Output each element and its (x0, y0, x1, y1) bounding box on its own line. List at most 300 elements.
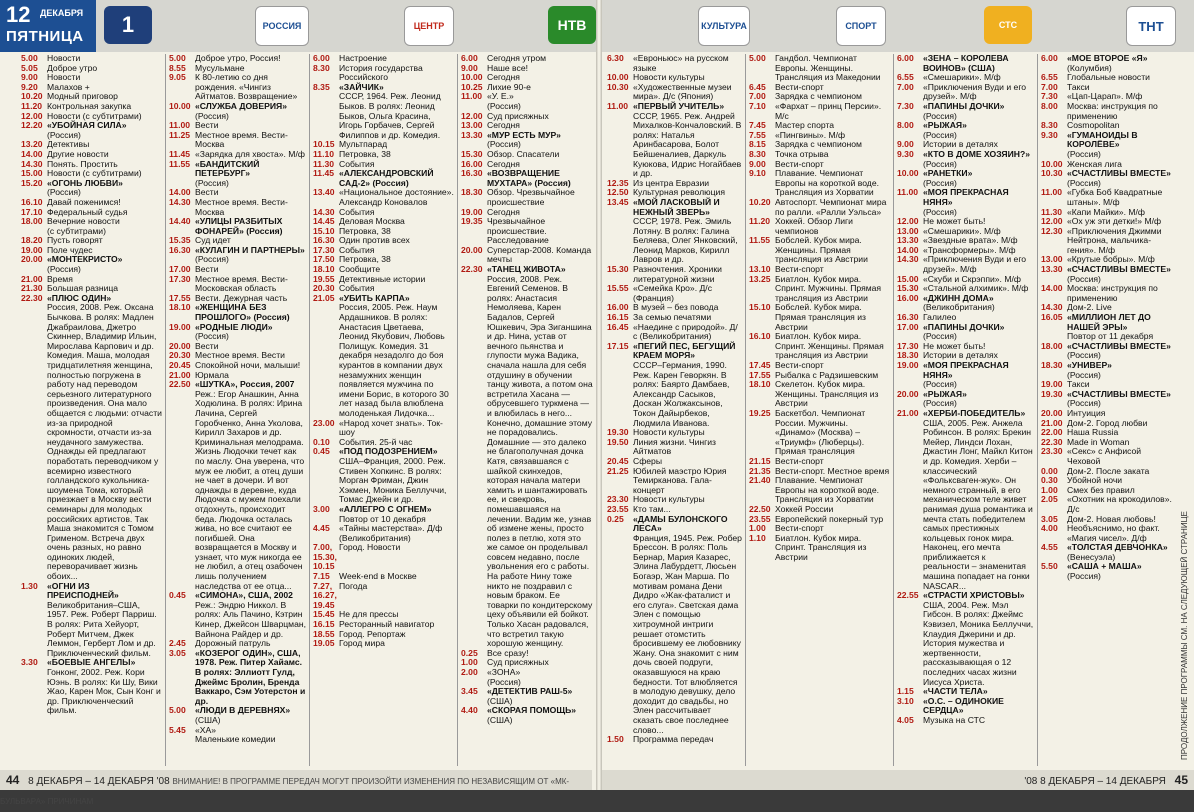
entry-time: 19.00 (461, 206, 483, 217)
entry-title: Время (47, 273, 73, 284)
entry-title: «ЗЕНА – КОРОЛЕВА ВОИНОВ» (США) (923, 54, 1009, 73)
entry-title: (Россия) (1067, 350, 1101, 361)
entry-title: «Цап-Царап». М/ф (1067, 91, 1143, 102)
entry-time: 13.00 (461, 120, 483, 131)
entry-time: 22.00 (1041, 427, 1063, 438)
entry-title: Наше все! (487, 62, 528, 73)
schedule-entry (313, 150, 454, 160)
schedule-entry (749, 303, 890, 332)
entry-time: 19.35 (461, 216, 483, 227)
entry-time: 23.55 (607, 503, 629, 514)
entry-title: Культурная революция (633, 187, 725, 198)
left-header (0, 0, 596, 52)
entry-time: 15.30 (897, 283, 919, 294)
entry-title: (Россия) (195, 331, 229, 342)
channel-1-logo: 1 (104, 6, 152, 44)
entry-time: 9.05 (169, 72, 186, 83)
entry-title: «Губка Боб Квадратные штаны». М/ф (1067, 187, 1163, 207)
entry-time: 14.30 (313, 206, 335, 217)
entry-title: Баскетбол. Чемпионат России. Мужчины. «Динамо» (Москва) – «Триумф» (Люберцы). Прямая трансляция (775, 407, 866, 457)
entry-time: 14.30 (897, 254, 919, 265)
schedule-entry (461, 169, 593, 188)
entry-time: 15.30 (461, 148, 483, 159)
entry-time: 11.30 (313, 158, 335, 169)
schedule-entry (461, 706, 593, 716)
entry-title: «ДЕТЕКТИВ РАШ-5» (487, 686, 573, 697)
entry-title: Новости (47, 54, 81, 63)
entry-title: «Скуби и Скрэппи». М/ф (923, 273, 1021, 284)
channel-russia-logo: РОССИЯ (255, 6, 309, 46)
schedule-entry (21, 303, 162, 581)
entry-title: «СКОРАЯ ПОМОЩЬ» (487, 705, 577, 716)
entry-title: Обзор. Спасатели (487, 148, 560, 159)
entry-title: «ПАПИНЫ ДОЧКИ» (923, 100, 1005, 111)
entry-title: (Венесуэла) (1067, 551, 1116, 562)
entry-title: Мультпарад (339, 139, 388, 150)
entry-time: 7.00 (897, 81, 914, 92)
schedule-entry (607, 284, 742, 303)
entry-time: 16.15 (313, 619, 335, 630)
entry-time: 0.45 (169, 590, 186, 601)
entry-title: «ШУТКА», Россия, 2007 (195, 379, 295, 390)
entry-time: 14.00 (897, 244, 919, 255)
entry-title: Из центра Евразии (633, 177, 710, 188)
schedule-entry (461, 131, 593, 141)
schedule-entry (607, 342, 742, 361)
entry-title: Женская лига (1067, 158, 1122, 169)
entry-time: 4.05 (897, 714, 914, 725)
entry-title: «УБОЙНАЯ СИЛА» (47, 120, 127, 131)
entry-title: Лихие 90-е (487, 81, 531, 92)
entry-title: (Россия) (1067, 369, 1101, 380)
entry-title: «КУЛАГИН И ПАРТНЕРЫ» (195, 244, 305, 255)
entry-title: «Охотник на крокодилов». Д/с (1067, 494, 1172, 514)
entry-title: Суд присяжных (487, 110, 549, 121)
schedule-entry (1041, 495, 1175, 514)
footer-dates-right: 8 ДЕКАБРЯ – 14 ДЕКАБРЯ (1040, 776, 1166, 787)
entry-time: 14.30 (1041, 302, 1063, 313)
entry-time: 12.35 (607, 177, 629, 188)
entry-title: Рыбалка с Радзишевским (775, 369, 879, 380)
entry-time: 9.00 (21, 72, 38, 83)
entry-time: 9.00 (897, 139, 914, 150)
left-footer (0, 770, 592, 806)
entry-title: «Пингвины». М/ф (775, 129, 846, 140)
schedule-entry (21, 73, 162, 83)
entry-title: «МОЙ ЛАСКОВЫЙ И НЕЖНЫЙ ЗВЕРЬ» (633, 196, 720, 217)
entry-title: Доброе утро (47, 62, 98, 73)
entry-time: 20.45 (607, 455, 629, 466)
entry-title: Убойной ночи (1067, 475, 1123, 486)
entry-title: «У. Е.» (487, 91, 514, 102)
entry-title: (Колумбия) (1067, 62, 1112, 73)
entry-time: 10.30 (1041, 168, 1063, 179)
entry-time (607, 217, 633, 265)
schedule-entry (461, 687, 593, 697)
entry-time: 21.30 (21, 283, 43, 294)
entry-time: 16.00 (897, 292, 919, 303)
entry-time: 18.00 (21, 216, 43, 227)
entry-title: «БОЕВЫЕ АНГЕЛЫ» (47, 657, 136, 668)
entry-time: 14.40 (169, 216, 191, 227)
entry-time: 11.00 (461, 91, 483, 102)
entry-title: Дорожный патруль (195, 638, 271, 649)
schedule-entry (1041, 227, 1175, 256)
entry-title: (Россия) (47, 264, 81, 275)
entry-title: Петровка, 38 (339, 225, 391, 236)
schedule-entry (897, 390, 1034, 400)
schedule-entry (461, 658, 593, 668)
entry-title: «ТАНЕЦ ЖИВОТА» (487, 264, 566, 275)
continuation-note: ПРОДОЛЖЕНИЕ ПРОГРАММЫ СМ. НА СЛЕДУЮЩЕЙ СТРАНИЦЕ (1180, 511, 1189, 760)
right-header (602, 0, 1194, 52)
schedule-entry (749, 380, 890, 409)
entry-time (21, 303, 47, 581)
entry-time: 10.00 (1041, 158, 1063, 169)
entry-title: «ДЖИНН ДОМА» (923, 292, 994, 303)
entry-time: 13.25 (749, 273, 771, 284)
entry-title: «РЫЖАЯ» (923, 120, 967, 131)
entry-time: 6.00 (461, 54, 478, 63)
entry-time: 16.45 (607, 321, 629, 332)
entry-time: 18.10 (169, 302, 191, 313)
footer-year-right: '08 (1024, 776, 1038, 787)
entry-title: К 80-летию со дня рождения. «Чингиз Айтматов. Возвращение» (195, 72, 298, 102)
entry-title: Все сразу! (487, 647, 529, 658)
entry-title: Хоккей России (775, 503, 834, 514)
entry-title: «КОЗЕРОГ ОДИН», США, 1978. Реж. Питер Хайамс. В ролях: Эллиотт Гулд, Джеймс Бролин, Бренда Ваккаро, Сэм Уотерстон и др. (195, 647, 306, 706)
schedule-column-8 (1038, 54, 1178, 766)
schedule-entry (1041, 572, 1175, 582)
entry-title: «СЧАСТЛИВЫ ВМЕСТЕ» (1067, 264, 1171, 275)
entry-title: Новости (с субтитрами) (47, 110, 142, 121)
entry-time: 21.40 (749, 475, 771, 486)
entry-time: 3.10 (897, 695, 914, 706)
entry-title: Новости культуры (633, 427, 705, 438)
entry-title: Вести-спорт (775, 81, 824, 92)
schedule-entry (607, 534, 742, 735)
entry-time: 7.55 (749, 129, 766, 140)
schedule-column-6 (746, 54, 894, 766)
entry-title: Дом-2. Live (1067, 302, 1112, 313)
entry-title: Разночтения. Хроники литературной жизни (633, 264, 722, 284)
entry-time: 11.55 (169, 158, 191, 169)
entry-time (21, 668, 47, 716)
entry-title: Гонконг, 2002. Реж. Кори Юэнь. В ролях: Ки Шу, Вики Жао, Карен Мок, Сын Конг и др. Приключенческий фильм. (47, 667, 161, 716)
schedule-entry (607, 361, 742, 428)
entry-time: 17.50 (313, 254, 335, 265)
entry-title: США, 2004. Реж. Мэл Гибсон. В ролях: Джеймс Кэвизел, Моника Беллуччи, Клаудия Джерини и др. История мужества и жертвенности, рассказывающая о 12 последних часах жизни Иисуса Христа. (923, 599, 1034, 687)
entry-time: 8.15 (749, 139, 766, 150)
entry-time: 16.30 (169, 244, 191, 255)
entry-title: «Приключения Джимми Нейтрона, мальчика-гения». М/ф (1067, 225, 1162, 255)
entry-title: «ПОД ПОДОЗРЕНИЕМ» (339, 446, 438, 457)
date-box (0, 0, 96, 52)
schedule-entry (21, 582, 162, 601)
entry-time: 17.15 (607, 340, 629, 351)
entry-title: «РЫЖАЯ» (923, 388, 967, 399)
right-footer (602, 770, 1194, 790)
entry-title: Бобслей. Кубок мира. Женщины. Прямая трансляция из Австрии (775, 235, 868, 265)
entry-title: (Россия) (47, 187, 81, 198)
schedule-entry (607, 515, 742, 534)
entry-title: Контрольная закупка (47, 100, 132, 111)
entry-title: Хоккей. Обзор Лиги чемпионов (775, 216, 853, 236)
entry-title: Один против всех (339, 235, 410, 246)
entry-title: Повтор от 11 декабря (1067, 331, 1154, 342)
entry-time: 9.00 (461, 62, 478, 73)
entry-time: 10.20 (21, 91, 43, 102)
entry-time: 7.00, 15.30, 10.15 (313, 542, 337, 572)
entry-title: «АЛЕКСАНДРОВСКИЙ САД-2» (Россия) (339, 168, 434, 188)
entry-time: 21.00 (897, 407, 919, 418)
schedule-entry (1041, 169, 1175, 179)
entry-time: 16.30 (897, 312, 919, 323)
entry-time: 7.30 (1041, 91, 1058, 102)
date-month: ДЕКАБРЯ (40, 8, 84, 18)
entry-title: СССР, 1978. Реж. Эмиль Лотяну. В ролях: Галина Беляева, Олег Янковский, Леонид Марков, Кирилл Лавров и др. (633, 216, 738, 265)
entry-title: «ВОЗВРАЩЕНИЕ МУХТАРА» (Россия) (487, 168, 571, 188)
entry-time: 18.30 (897, 350, 919, 361)
entry-title: Большая разница (47, 283, 119, 294)
entry-title: Вести-спорт (775, 455, 824, 466)
entry-title: СССР, 1965. Реж. Андрей Михалков-Кончаловский. В ролях: Наталья Аринбасарова, Болот Бейшеналиев, Даркуль Куюкова, Идрис Ногайбаев и др. (633, 110, 742, 179)
entry-time: 2.00 (461, 667, 478, 677)
entry-time: 1.10 (749, 532, 766, 543)
entry-title: «ТОЛСТАЯ ДЕВЧОНКА» (1067, 542, 1168, 553)
entry-time: 18.10 (313, 264, 335, 275)
entry-title: Новости культуры (633, 494, 705, 505)
entry-title: Не может быть! (923, 340, 986, 351)
entry-time: 1.00 (749, 523, 766, 534)
entry-title: «УБИТЬ КАРПА» (339, 292, 410, 303)
entry-title: Week-end в Москве (339, 571, 417, 582)
entry-title: Истории в деталях (923, 350, 998, 361)
entry-time: 17.55 (169, 292, 191, 303)
entry-time: 22.30 (1041, 436, 1063, 447)
entry-title: «Трансформеры». М/ф (923, 244, 1016, 255)
entry-title: «О.С. – ОДИНОКИЕ СЕРДЦА» (923, 695, 1004, 716)
entry-time: 12.00 (1041, 216, 1063, 227)
entry-title: Программа передач (633, 734, 714, 745)
entry-title: Модный приговор (47, 91, 118, 102)
entry-time: 5.00 (749, 54, 766, 63)
entry-title: Зарядка с чемпионом (775, 91, 862, 102)
schedule-entry (749, 275, 890, 304)
entry-time: 8.00 (897, 120, 914, 131)
entry-title: «Ох уж эти детки!» М/ф (1067, 216, 1162, 227)
entry-time: 19.25 (749, 407, 771, 418)
entry-title: «Стальной алхимик». М/ф (923, 283, 1029, 294)
entry-title: «ОГОНЬ ЛЮБВИ» (47, 177, 123, 188)
entry-title: Ресторанный навигатор (339, 619, 435, 630)
schedule-entry (169, 323, 306, 333)
entry-title: Давай поженимся! (47, 196, 121, 207)
entry-title: Сегодня (487, 158, 520, 169)
entry-title: Мусульмане (195, 62, 245, 73)
entry-title: «КТО В ДОМЕ ХОЗЯИН?» (923, 148, 1030, 159)
entry-time: 17.30 (313, 244, 335, 255)
entry-title: Плавание. Чемпионат Европы на короткой воде. Трансляция из Хорватии (775, 475, 879, 505)
entry-time: 1.00 (1041, 484, 1058, 495)
entry-time (169, 601, 195, 639)
entry-title: (США) (195, 714, 221, 725)
entry-title: Город. Новости (339, 542, 401, 553)
entry-title: Поле чудес (47, 244, 93, 255)
entry-time: 2.05 (1041, 494, 1058, 505)
footer-year-left: '08 (156, 776, 170, 787)
schedule-entry (607, 265, 742, 284)
entry-title: Погода (339, 580, 368, 591)
entry-title: Детективные истории (339, 273, 426, 284)
entry-time: 10.25 (461, 81, 483, 92)
entry-title: Европейский покерный тур (775, 513, 884, 524)
entry-title: Сообщите (339, 264, 381, 275)
schedule-entry (21, 255, 162, 265)
entry-time: 23.30 (607, 494, 629, 505)
entry-time: 10.00 (169, 100, 191, 111)
entry-title: Суд присяжных (487, 657, 549, 668)
entry-title: Город. Репортаж (339, 628, 406, 639)
entry-title: События (339, 244, 375, 255)
entry-title: «ПЛЮС ОДИН» (47, 292, 112, 303)
schedule-entry (169, 160, 306, 179)
entry-title: (Россия) (1067, 571, 1101, 582)
entry-time: 10.00 (461, 72, 483, 83)
entry-title: События (339, 283, 375, 294)
schedule-entry (169, 73, 306, 102)
entry-time: 9.30 (897, 148, 914, 159)
entry-time: 18.10 (749, 379, 771, 390)
entry-title: «БАНДИТСКИЙ ПЕТЕРБУРГ» (195, 158, 260, 179)
schedule-entry (169, 649, 306, 707)
entry-time: 19.00 (1041, 379, 1063, 390)
entry-time (21, 601, 47, 659)
entry-title: Вести (195, 340, 219, 351)
entry-title: (Россия) (923, 129, 957, 140)
entry-time: 9.30 (1041, 129, 1058, 140)
entry-time: 17.30 (169, 273, 191, 284)
entry-title: «Звездные врата». М/ф (923, 235, 1018, 246)
entry-title: Понять. Простить (47, 158, 118, 169)
entry-time: 9.10 (749, 168, 766, 179)
entry-time: 11.25 (169, 129, 191, 140)
entry-time: 11.00 (607, 100, 629, 111)
entry-time: 2.45 (169, 638, 186, 649)
entry-title: Реж.: Эндрю Никкол. В ролях: Аль Пачино, Кэтрин Кинер, Джейсон Шварцман, Вайнона Райдер и др. (195, 599, 306, 639)
entry-time (607, 361, 633, 428)
entry-time: 16.10 (749, 331, 771, 342)
entry-time: 9.20 (21, 81, 38, 92)
entry-title: Россия, 2008. Реж. Евгений Семенов. В ролях: Анастасия Немоляева, Карен Бадалов, Сергей Юшкевич, Эра Зиганшина и др. Нина, устав от вечного пьянства и глупости мужа Вадика, сначала нашла для себя отдушину в обучении танцу живота, а потом она встретила Хасана — обрусевшего туркмена — и влюбилась в него... Конечно, домашние этому не порадовались. Домашние — это далеко не благополучная дочка Катя, связавшаяся с шайкой скинхедов, которая начала матери хамить и шантажировать ее, и свекровь, помешавшаяся на лечении. Вадим же, узнав об измене жены, просто полез в петлю, хотя это же самое он проделывал совсем недавно, после увольнения его с работы. На работе Нину тоже никто не поздравил с новым браком. Ее товарки по кондитерскому цеху объявили ей бойкот. Только Хасан радовался, что встретил такую хорошую женщину. (487, 273, 593, 649)
entry-title: Малахов + (47, 81, 90, 92)
entry-title: «РОДНЫЕ ЛЮДИ» (195, 321, 273, 332)
entry-time (313, 457, 339, 505)
entry-time: 11.45 (169, 148, 191, 159)
schedule-entry (1041, 73, 1175, 83)
schedule-entry (21, 64, 162, 74)
schedule-entry (607, 438, 742, 457)
entry-time: 17.30 (897, 340, 919, 351)
entry-time: 15.00 (897, 273, 919, 284)
entry-title: Cosmopolitan (1067, 120, 1120, 131)
entry-title: «СЛУЖБА ДОВЕРИЯ» (195, 100, 287, 111)
channel-ntv-logo: НТВ (548, 6, 596, 44)
entry-title: Вести-спорт (775, 523, 824, 534)
schedule-entry (749, 217, 890, 236)
entry-title: Чрезвычайное происшествие. Расследование (487, 216, 549, 246)
entry-time: 12.00 (21, 110, 43, 121)
entry-time: 19.00 (21, 244, 43, 255)
entry-time: 20.30 (169, 350, 191, 361)
schedule-entry (897, 54, 1034, 73)
entry-time: 3.05 (169, 647, 186, 658)
entry-title: Великобритания–США, 1957. Реж. Роберт Парриш. В ролях: Рита Хейуорт, Роберт Митчем, Джек Леммон, Герберт Лом и др. Приключенческий фильм. (47, 599, 157, 658)
entry-time: 6.00 (897, 54, 914, 63)
entry-time: 7.45 (749, 120, 766, 131)
entry-title: Вести (195, 187, 219, 198)
entry-time: 13.20 (21, 139, 43, 150)
entry-time: 10.00 (607, 72, 629, 83)
entry-time: 0.25 (461, 647, 478, 658)
schedule-entry (749, 198, 890, 217)
entry-title: Сегодня (487, 72, 520, 83)
schedule-entry (21, 668, 162, 716)
schedule-entry (169, 735, 306, 745)
entry-time (607, 112, 633, 179)
entry-title: Вечерние новости (47, 216, 120, 227)
entry-time: 6.55 (1041, 72, 1058, 83)
entry-title: Дом-2. После заката (1067, 465, 1150, 476)
entry-title: (Россия) (1067, 398, 1101, 409)
entry-title: «ГУМАНОИДЫ В КОРОЛЁВЕ» (1067, 129, 1138, 150)
channel-tnt-logo: ТНТ (1126, 6, 1176, 46)
schedule-entry (1041, 131, 1175, 150)
entry-title: Повтор от 10 декабря (339, 513, 426, 524)
entry-time: 17.55 (749, 369, 771, 380)
entry-time: 14.45 (313, 216, 335, 227)
entry-time: 7.00 (749, 91, 766, 102)
entry-title: (Россия) (923, 158, 957, 169)
entry-time: 15.55 (607, 283, 629, 294)
entry-time: 7.15 (313, 571, 330, 582)
entry-time: 16.00 (461, 158, 483, 169)
schedule-entry (461, 275, 593, 649)
schedule-entry (461, 92, 593, 102)
entry-title: (Великобритания) (923, 302, 995, 313)
entry-time: 6.00 (313, 54, 330, 63)
entry-time: 21.15 (749, 455, 771, 466)
entry-title: В музей – без повода (633, 302, 719, 313)
schedule-entry (607, 217, 742, 265)
entry-title: Суперстар-2008. Команда мечты (487, 244, 592, 265)
page-number-right: 45 (1174, 773, 1188, 787)
date-day: 12 (6, 2, 31, 27)
entry-title: (США) (487, 714, 513, 725)
entry-time: 7.27, 16.27, 19.45 (313, 580, 337, 610)
footer-dates-left: 8 ДЕКАБРЯ – 14 ДЕКАБРЯ (28, 776, 154, 787)
entry-time: 19.30 (607, 427, 629, 438)
entry-time: 7.00 (1041, 81, 1058, 92)
entry-time: 11.00 (1041, 187, 1063, 198)
entry-title: За семью печатями (633, 312, 712, 323)
schedule-entry (607, 54, 742, 73)
entry-time: 15.20 (21, 177, 43, 188)
entry-time: 1.30 (21, 580, 38, 591)
entry-title: Другие новости (47, 148, 109, 159)
entry-time (169, 735, 195, 745)
entry-time: 22.30 (461, 264, 483, 275)
